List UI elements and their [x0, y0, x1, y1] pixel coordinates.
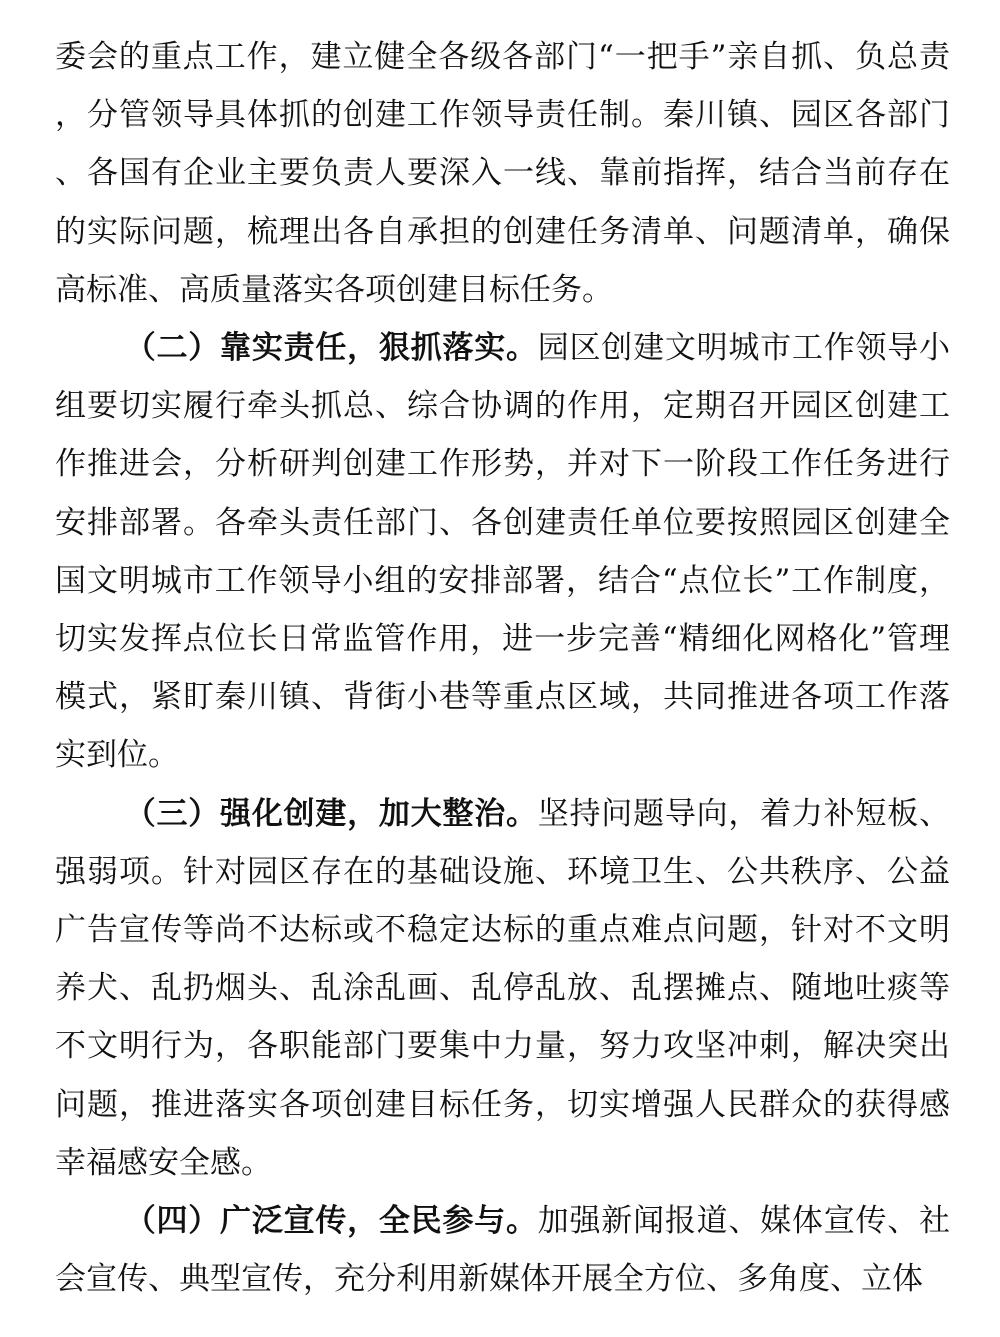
paragraph-body: 委会的重点工作，建立健全各级各部门“一把手”亲自抓、负总责，分管领导具体抓的创建工作领导责任制。秦川镇、园区各部门、各国有企业主要负责人要深入一线、靠前指挥，结合当前存在的实际问题，梳理出各自承担的创建任务清单、问题清单，确保高标准、高质量落实各项创建目标任务。	[55, 39, 950, 308]
document-page	[55, 28, 950, 1308]
paragraph-body: 园区创建文明城市工作领导小组要切实履行牵头抓总、综合协调的作用，定期召开园区创建工作推进会，分析研判创建工作形势，并对下一阶段工作任务进行安排部署。各牵头责任部门、各创建责任单位要按照园区创建全国文明城市工作领导小组的安排部署，结合“点位长”工作制度，切实发挥点位长日常监管作用，进一步完善“精细化网格化”管理模式，紧盯秦川镇、背街小巷等重点区域，共同推进各项工作落实到位。	[55, 330, 951, 774]
paragraph-body: 坚持问题导向，着力补短板、强弱项。针对园区存在的基础设施、环境卫生、公共秩序、公益广告宣传等尚不达标或不稳定达标的重点难点问题，针对不文明养犬、乱扔烟头、乱涂乱画、乱停乱放、乱摆摊点、随地吐痰等不文明行为，各职能部门要集中力量，努力攻坚冲刺，解决突出问题，推进落实各项创建目标任务，切实增强人民群众的获得感幸福感安全感。	[55, 795, 951, 1181]
paragraph-section-3	[55, 785, 950, 1192]
paragraph-section-2	[55, 319, 950, 785]
paragraph-section-4	[55, 1192, 950, 1308]
paragraph-body: 加强新闻报道、媒体宣传、社会宣传、典型宣传，充分利用新媒体开展全方位、多角度、立体	[55, 1203, 951, 1298]
section-heading: （三）强化创建，加大整治。	[124, 795, 538, 832]
section-heading: （四）广泛宣传，全民参与。	[124, 1203, 538, 1240]
section-heading: （二）靠实责任，狠抓落实。	[124, 330, 538, 367]
paragraph-continuation	[55, 28, 950, 319]
